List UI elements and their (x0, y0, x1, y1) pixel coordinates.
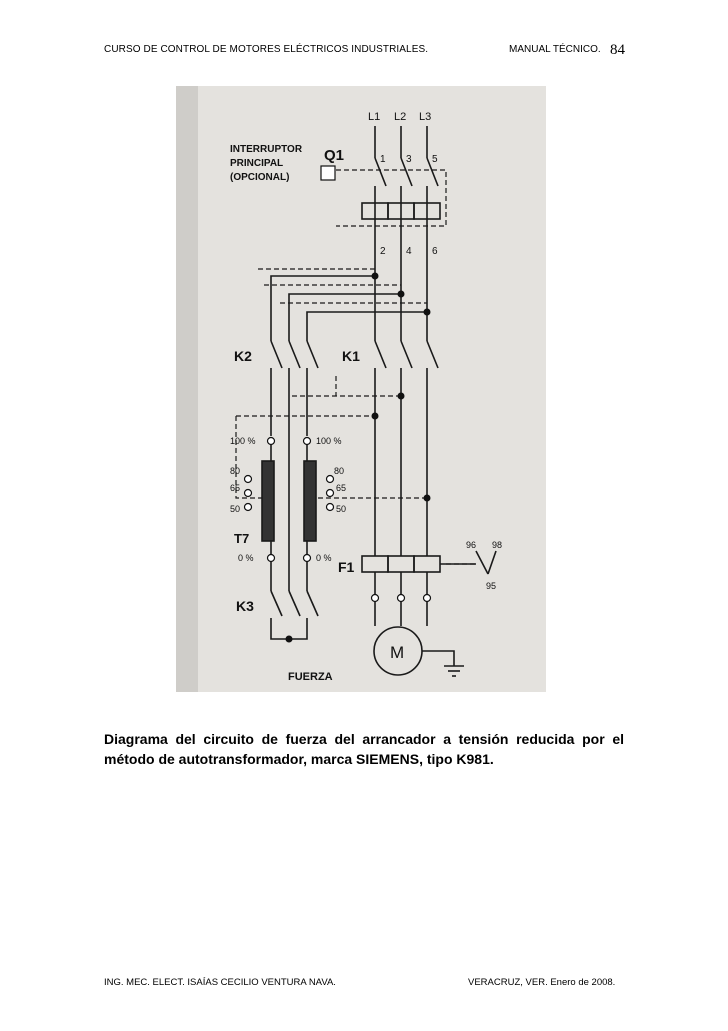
figure-caption: Diagrama del circuito de fuerza del arrancador a tensión reducida por el método de autotransformador, marca SIEMENS, tipo K981. (104, 731, 624, 767)
switch-desc-line1: INTERRUPTOR (230, 144, 303, 155)
section-label-fuerza: FUERZA (288, 671, 333, 683)
relay-f1-label: F1 (338, 559, 355, 575)
q1-terminal-5: 5 (432, 154, 438, 165)
tap-label-50-right: 50 (336, 504, 347, 514)
contactor-k3-label: K3 (236, 598, 254, 614)
q1-terminal-1: 1 (380, 154, 386, 165)
motor-label: M (390, 643, 405, 662)
phase-label-l3: L3 (419, 111, 432, 123)
power-circuit-diagram (176, 86, 546, 692)
tap-label-80-right: 80 (334, 466, 345, 476)
footer-place-date: VERACRUZ, VER. Enero de 2008. (468, 977, 616, 988)
tap-label-50-left: 50 (230, 504, 241, 514)
circuit-diagram-figure (176, 86, 546, 692)
scan-shadow-edge (176, 86, 198, 692)
phase-label-l1: L1 (368, 111, 381, 123)
transformer-label: T7 (234, 531, 250, 546)
q1-terminal-3: 3 (406, 154, 412, 165)
page-number: 84 (610, 42, 625, 58)
contactor-k1-label: K1 (342, 348, 360, 364)
tap-label-80-left: 80 (230, 466, 241, 476)
tap-label-100-left: 100 % (230, 436, 256, 446)
relay-contact-98: 98 (492, 540, 503, 550)
switch-desc-line3: (OPCIONAL) (230, 172, 290, 183)
q1-terminal-4: 4 (406, 246, 412, 257)
switch-desc-line2: PRINCIPAL (230, 158, 284, 169)
relay-contact-95: 95 (486, 581, 497, 591)
course-title: CURSO DE CONTROL DE MOTORES ELÉCTRICOS INDUSTRIALES. (104, 44, 429, 55)
manual-label: MANUAL TÉCNICO. (509, 44, 601, 55)
contactor-k2-label: K2 (234, 348, 252, 364)
q1-terminal-2: 2 (380, 246, 386, 257)
q1-terminal-6: 6 (432, 246, 438, 257)
phase-label-l2: L2 (394, 111, 407, 123)
tap-label-65-left: 65 (230, 483, 241, 493)
tap-label-0-left: 0 % (238, 553, 254, 563)
footer-author: ING. MEC. ELECT. ISAÍAS CECILIO VENTURA NAVA. (104, 977, 336, 988)
tap-label-100-right: 100 % (316, 436, 342, 446)
switch-label-q1: Q1 (324, 147, 345, 164)
tap-label-0-right: 0 % (316, 553, 332, 563)
tap-label-65-right: 65 (336, 483, 347, 493)
relay-contact-96: 96 (466, 540, 477, 550)
